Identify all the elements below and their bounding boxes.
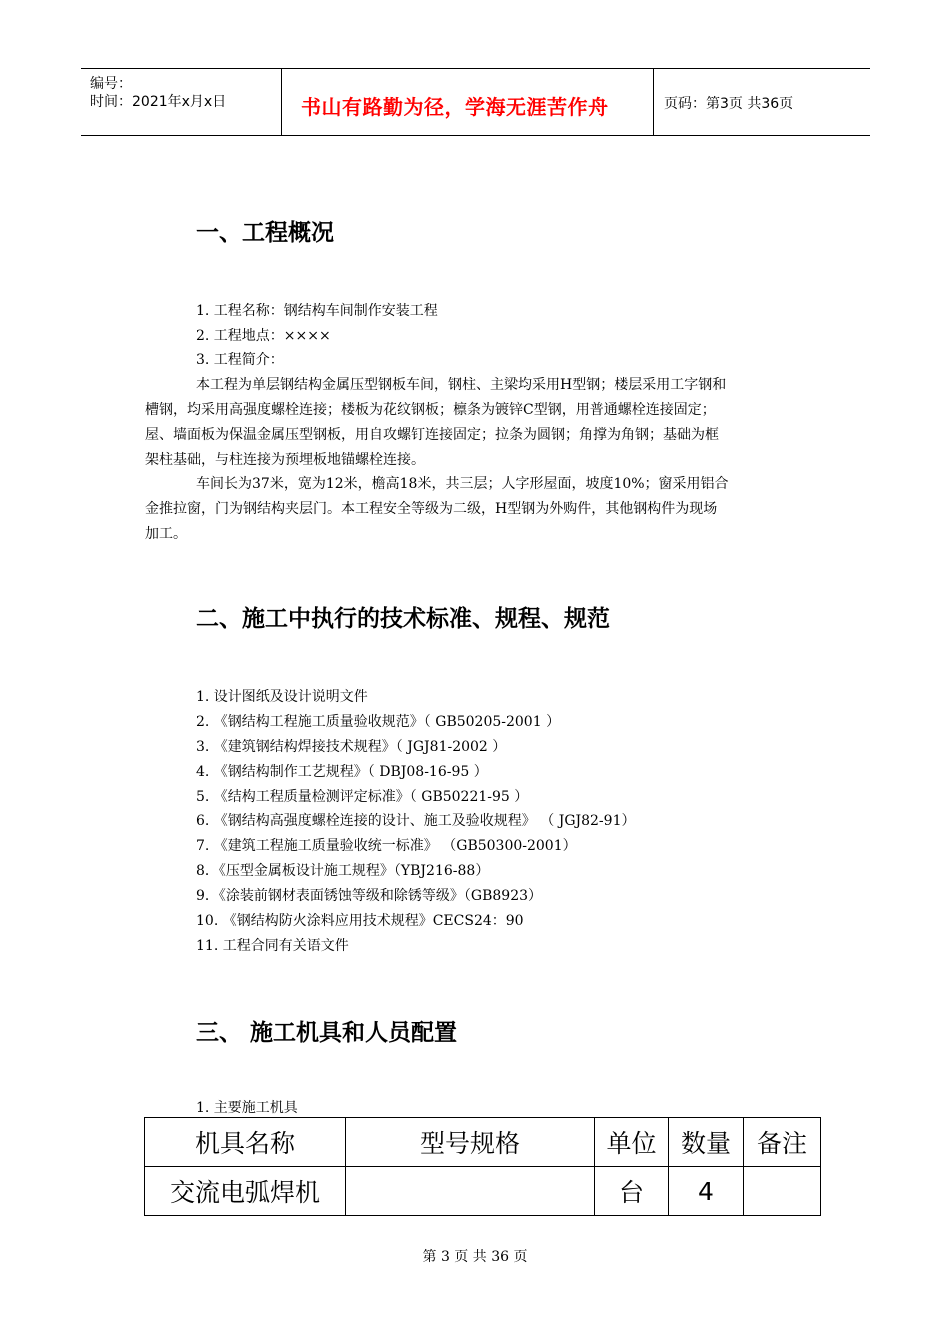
header-meta-cell: [81, 69, 282, 135]
table-cell: [346, 1167, 595, 1216]
section1-item: 3. 工程简介：: [196, 352, 284, 368]
standard-item: 2. 《钢结构工程施工质量验收规范》（ GB50205-2001 ）: [196, 714, 561, 730]
para2-line: 金推拉窗，门为钢结构夹层门。本工程安全等级为二级，H型钢为外购件，其他钢构件为现场: [145, 501, 718, 517]
standard-item: 8．《压型金属板设计施工规程》（YBJ216-88）: [196, 863, 490, 879]
para2-line: 加工。: [145, 526, 187, 542]
table-header-cell: 数量: [669, 1118, 744, 1167]
para1-line: 屋、墙面板为保温金属压型钢板，用自攻螺钉连接固定；拉条为圆钢；角撑为角钢；基础为框: [145, 427, 719, 443]
para1-line: 本工程为单层钢结构金属压型钢板车间，钢柱、主梁均采用H型钢；楼层采用工字钢和: [196, 377, 727, 393]
para2-line: 车间长为37米，宽为12米，檐高18米，共三层；人字形屋面，坡度10%；窗采用铝合: [196, 476, 729, 492]
table-header-cell: 单位: [595, 1118, 669, 1167]
page-header: [81, 68, 870, 136]
standard-item: 4. 《钢结构制作工艺规程》（ DBJ08-16-95 ）: [196, 764, 488, 780]
motto-text: 书山有路勤为径，学海无涯苦作舟: [301, 95, 609, 119]
standard-item: 9．《涂装前钢材表面锈蚀等级和除锈等级》（GB8923）: [196, 888, 543, 904]
standard-item: 1. 设计图纸及设计说明文件: [196, 689, 368, 705]
time-label: 时间：2021年x月x日: [90, 94, 227, 110]
page-info: 页码：第3页 共36页: [664, 96, 794, 112]
page-footer: 第 3 页 共 36 页: [422, 1249, 528, 1265]
table-header-cell: 型号规格: [346, 1118, 595, 1167]
standard-item: 11. 工程合同有关语文件: [196, 938, 349, 954]
section3-title: 三、 施工机具和人员配置: [196, 1020, 458, 1046]
table-cell: 4: [669, 1167, 744, 1216]
para1-line: 架柱基础，与柱连接为预埋板地锚螺栓连接。: [145, 452, 425, 468]
table-header-cell: 备注: [744, 1118, 821, 1167]
equipment-table: [144, 1117, 821, 1216]
number-label: 编号：: [90, 76, 132, 92]
standard-item: 10. 《钢结构防火涂料应用技术规程》CECS24：90: [196, 913, 524, 929]
table-cell: 交流电弧焊机: [145, 1167, 346, 1216]
table-cell: 台: [595, 1167, 669, 1216]
table-header-row: [145, 1118, 821, 1167]
para1-line: 槽钢，均采用高强度螺栓连接；楼板为花纹钢板；檩条为镀锌C型钢，用普通螺栓连接固定；: [145, 402, 716, 418]
standard-item: 7. 《建筑工程施工质量验收统一标准》 （GB50300-2001）: [196, 838, 577, 854]
section2-title: 二、施工中执行的技术标准、规程、规范: [196, 606, 610, 632]
section3-subtitle: 1. 主要施工机具: [196, 1100, 298, 1116]
header-motto-cell: [281, 69, 654, 135]
section1-title: 一、工程概况: [196, 220, 334, 246]
section1-item: 2. 工程地点：××××: [196, 328, 331, 344]
table-header-cell: 机具名称: [145, 1118, 346, 1167]
table-cell: [744, 1167, 821, 1216]
section1-item: 1. 工程名称：钢结构车间制作安装工程: [196, 303, 438, 319]
table-row: [145, 1167, 821, 1216]
standard-item: 3. 《建筑钢结构焊接技术规程》（ JGJ81-2002 ）: [196, 739, 507, 755]
standard-item: 5. 《结构工程质量检测评定标准》（ GB50221-95 ）: [196, 789, 529, 805]
standard-item: 6. 《钢结构高强度螺栓连接的设计、施工及验收规程》 （ JGJ82-91）: [196, 813, 636, 829]
